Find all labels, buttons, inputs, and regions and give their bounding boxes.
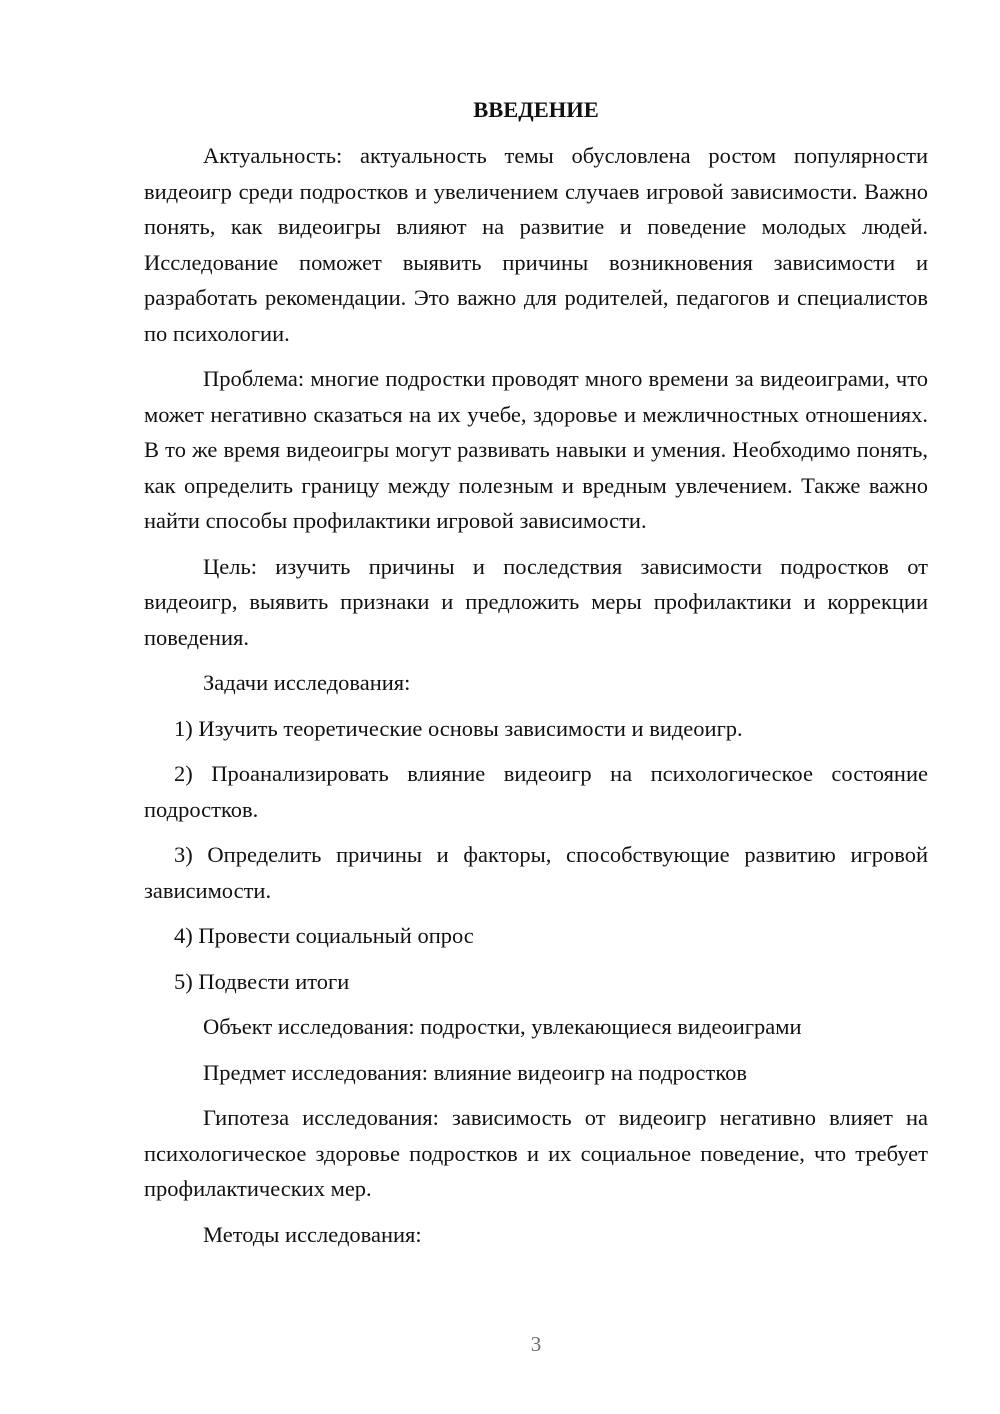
document-body (144, 92, 928, 1262)
paragraph-object: Объект исследования: подростки, увлекающиеся видеоиграми (203, 1014, 802, 1039)
task-item-4: 4) Провести социальный опрос (174, 923, 474, 948)
page-title: ВВЕДЕНИЕ (473, 97, 599, 122)
page-number: 3 (530, 1332, 542, 1356)
paragraph-goal: Цель: изучить причины и последствия зависимости подростков от видеоигр, выявить признаки и предложить меры профилактики и коррекции поведения. (144, 553, 928, 650)
paragraph-hypothesis: Гипотеза исследования: зависимость от видеоигр негативно влияет на психологическое здоровье подростков и их социальное поведение, что требует профилактических мер. (144, 1105, 928, 1201)
paragraph-methods: Методы исследования: (203, 1221, 422, 1247)
task-item-5: 5) Подвести итоги (174, 968, 350, 994)
task-item-2: 2) Проанализировать влияние видеоигр на психологическое состояние подростков. (144, 761, 928, 822)
paragraph-subject: Предмет исследования: влияние видеоигр на подростков (203, 1059, 747, 1085)
paragraph-relevance: Актуальность: актуальность темы обусловлена ростом популярности видеоигр среди подростков и увеличением случаев игровой зависимости. Важно понять, как видеоигры влияют на развитие и поведение молодых людей. Исследование поможет выявить причины возникновения зависимости и разработать рекомендации. Это важно для родителей, педагогов и специалистов по психологии. (144, 143, 928, 346)
task-item-3: 3) Определить причины и факторы, способствующие развитию игровой зависимости. (144, 842, 928, 903)
paragraph-tasks-heading: Задачи исследования: (203, 670, 411, 695)
task-item-1: 1) Изучить теоретические основы зависимости и видеоигр. (174, 715, 743, 741)
paragraph-problem: Проблема: многие подростки проводят много времени за видеоиграми, что может негативно сказаться на их учебе, здоровье и межличностных отношениях. В то же время видеоигры могут развивать навыки и умения. Необходимо понять, как определить границу между полезным и вредным увлечением. Также важно найти способы профилактики игровой зависимости. (144, 366, 928, 533)
